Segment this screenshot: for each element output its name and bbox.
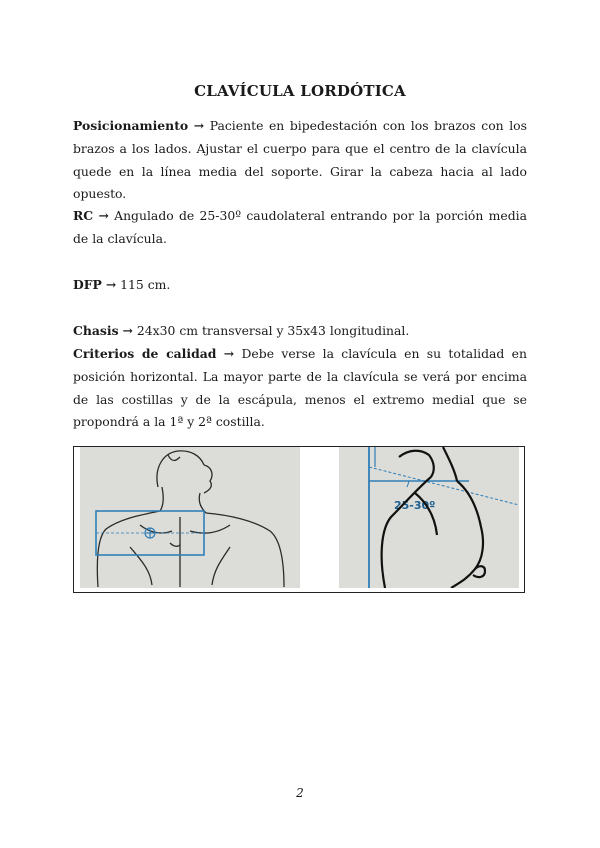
rc-paragraph [73, 205, 527, 251]
criterios-label: Criterios de calidad [73, 346, 217, 361]
angle-label: 25-30º [394, 499, 436, 512]
chasis-paragraph [73, 320, 527, 343]
chasis-label: Chasis [73, 323, 119, 338]
arrow-icon: → [193, 118, 205, 133]
page-title: CLAVÍCULA LORDÓTICA [194, 82, 406, 100]
dfp-paragraph [73, 274, 527, 297]
page-number: 2 [296, 786, 304, 800]
criterios-paragraph [73, 343, 527, 434]
rc-text: Angulado de 25-30º caudolateral entrando por la porción media de la clavícula. [73, 208, 527, 246]
posicionamiento-label: Posicionamiento [73, 118, 189, 133]
arrow-icon: → [122, 323, 133, 338]
arrow-icon: → [98, 208, 109, 223]
criterios-text: Debe verse la clavícula en su totalidad en posición horizontal. La mayor parte de la clavícula se verá por encima de las costillas y de la escápula, menos el extremo medial que se propondrá a la 1ª y 2ª costilla. [73, 346, 527, 430]
dfp-label: DFP [73, 277, 102, 292]
dfp-text: 115 cm. [120, 277, 171, 292]
posicionamiento-text: Paciente en bipedestación con los brazos con los brazos a los lados. Ajustar el cuerpo para que el centro de la clavícula quede en la línea media del soporte. Girar la cabeza hacia al lado opuesto. [73, 118, 527, 202]
arrow-icon: → [105, 277, 117, 292]
chasis-text: 24x30 cm transversal y 35x43 longitudinal. [136, 323, 410, 338]
patient-back-illustration [80, 447, 300, 588]
positioning-figure [73, 446, 525, 593]
patient-lateral-illustration [339, 447, 519, 588]
posicionamiento-paragraph [73, 115, 527, 206]
arrow-icon: → [223, 346, 235, 361]
rc-label: RC [73, 208, 94, 223]
